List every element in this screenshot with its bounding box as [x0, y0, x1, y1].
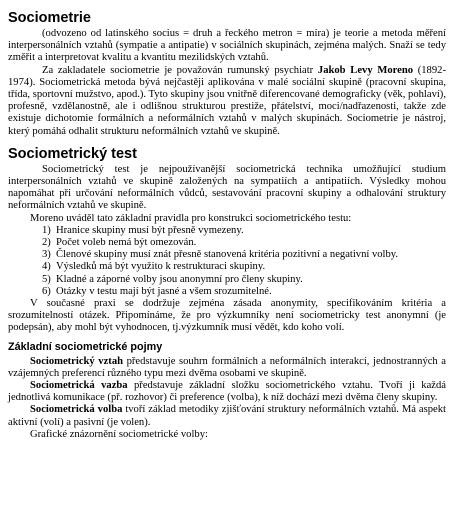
definition-vazba	[8, 380, 446, 404]
term-vztah: Sociometrický vztah	[30, 355, 124, 367]
founder-name: Jakob Levy Moreno	[317, 64, 414, 76]
list-number: 3)	[42, 249, 51, 261]
list-item	[8, 225, 446, 237]
list-text: Členové skupiny musí znát přesně stanovená kritéria pozitivní a negativní volby.	[56, 249, 399, 261]
list-text: Počet voleb nemá být omezován.	[56, 237, 197, 249]
definition-text: představuje základní složku sociometrického vztahu. Tvoří ji každá jednotlivá komunikace (př. rozhovor) či preference (volba), k níž dochází mezi dvěma členy skupiny.	[8, 380, 446, 404]
paragraph-definition: (odvozeno od latinského socius = druh a řeckého metron = míra) je teorie a metoda měření interpersonálních vztahů (sympatie a antipatie) v sociálních skupinách, zejména malých. Snaží se tedy změřit a interpretovat kvalitu a kvantitu mezilidských vztahů.	[8, 28, 446, 64]
term-vazba: Sociometrická vazba	[30, 380, 128, 392]
list-number: 4)	[42, 261, 51, 273]
heading-sociometricky-test: Sociometrický test	[8, 145, 137, 162]
definition-vztah	[8, 356, 446, 380]
list-number: 6)	[42, 285, 51, 297]
paragraph-test-intro: Sociometrický test je nejpoužívanější sociometrická technika umožňující studium interpersonálních vztahů ve skupině založených na sympatiích a antipatiích. Výsledky mohou napomáhat při určování neformálních vůdců, sestavování pracovní skupiny a odhalování struktury neformálních vztahů ve skupině.	[8, 163, 446, 212]
list-item	[8, 274, 446, 286]
list-item	[8, 249, 446, 261]
term-volba: Sociometrická volba	[30, 404, 123, 416]
founder-text: (1892-1974). Sociometrická metoda bývá nejčastěji aplikována v malé sociální skupině (pracovní skupina, třída, sportovní mužstvo, apod.). Tyto skupiny jsou vnitřně diferencované demograficky (věk, pohlaví), profesně, vzdělanostně, ale i odlišnou strukturou prestiže, přátelství, moci/nadřazenosti, takže zde existuje dichotomie formálních a neformálních vztahů v malých skupinách. Sociometrie je nástroj, který pomáhá odhalit strukturu neformálních vztahů ve skupině.	[8, 64, 446, 137]
list-number: 5)	[42, 273, 51, 285]
list-text: Hranice skupiny musí být přesně vymezeny.	[56, 224, 244, 236]
paragraph-founder	[8, 65, 446, 138]
list-item	[8, 261, 446, 273]
definition-volba	[8, 404, 446, 428]
definition-text: představuje souhrn formálních a neformálních interakcí, jednostranných a vzájemných preferencí různého typu mezi dvěma osobami ve skupině.	[8, 355, 447, 379]
definition-text: tvoří základ metodiky zjišťování struktury neformálních vztahů. Má aspekt aktivní (volí) a pasivní (je volen).	[8, 404, 446, 428]
list-number: 1)	[42, 224, 51, 236]
paragraph-graphic-intro: Grafické znázornění sociometrické volby:	[30, 428, 208, 440]
heading-zakladni-pojmy: Základní sociometrické pojmy	[8, 340, 163, 353]
list-item	[8, 286, 446, 298]
list-item	[8, 237, 446, 249]
heading-sociometrie: Sociometrie	[8, 10, 91, 26]
list-text: Otázky v testu mají být jasné a všem srozumitelné.	[56, 285, 272, 297]
founder-intro: Za zakladatele sociometrie je považován rumunský psychiatr	[42, 64, 318, 76]
list-number: 2)	[42, 237, 51, 249]
list-text: Kladné a záporné volby jsou anonymní pro členy skupiny.	[56, 273, 303, 285]
paragraph-anonymity: V současné praxi se dodržuje zejména zásada anonymity, specifikováním kritéria a srozumitelností otázek. Připomínáme, že pro výzkumníky není sociometricky test anonymní (je podepsán), aby mohl být vyhodnocen, tj.výzkumník musí vědět, kdo koho volí.	[8, 298, 446, 334]
paragraph-rules-intro: Moreno uváděl tato základní pravidla pro konstrukci sociometrického testu:	[30, 212, 352, 224]
rules-list	[8, 225, 446, 298]
list-text: Výsledků má být využito k restrukturaci skupiny.	[56, 261, 266, 273]
